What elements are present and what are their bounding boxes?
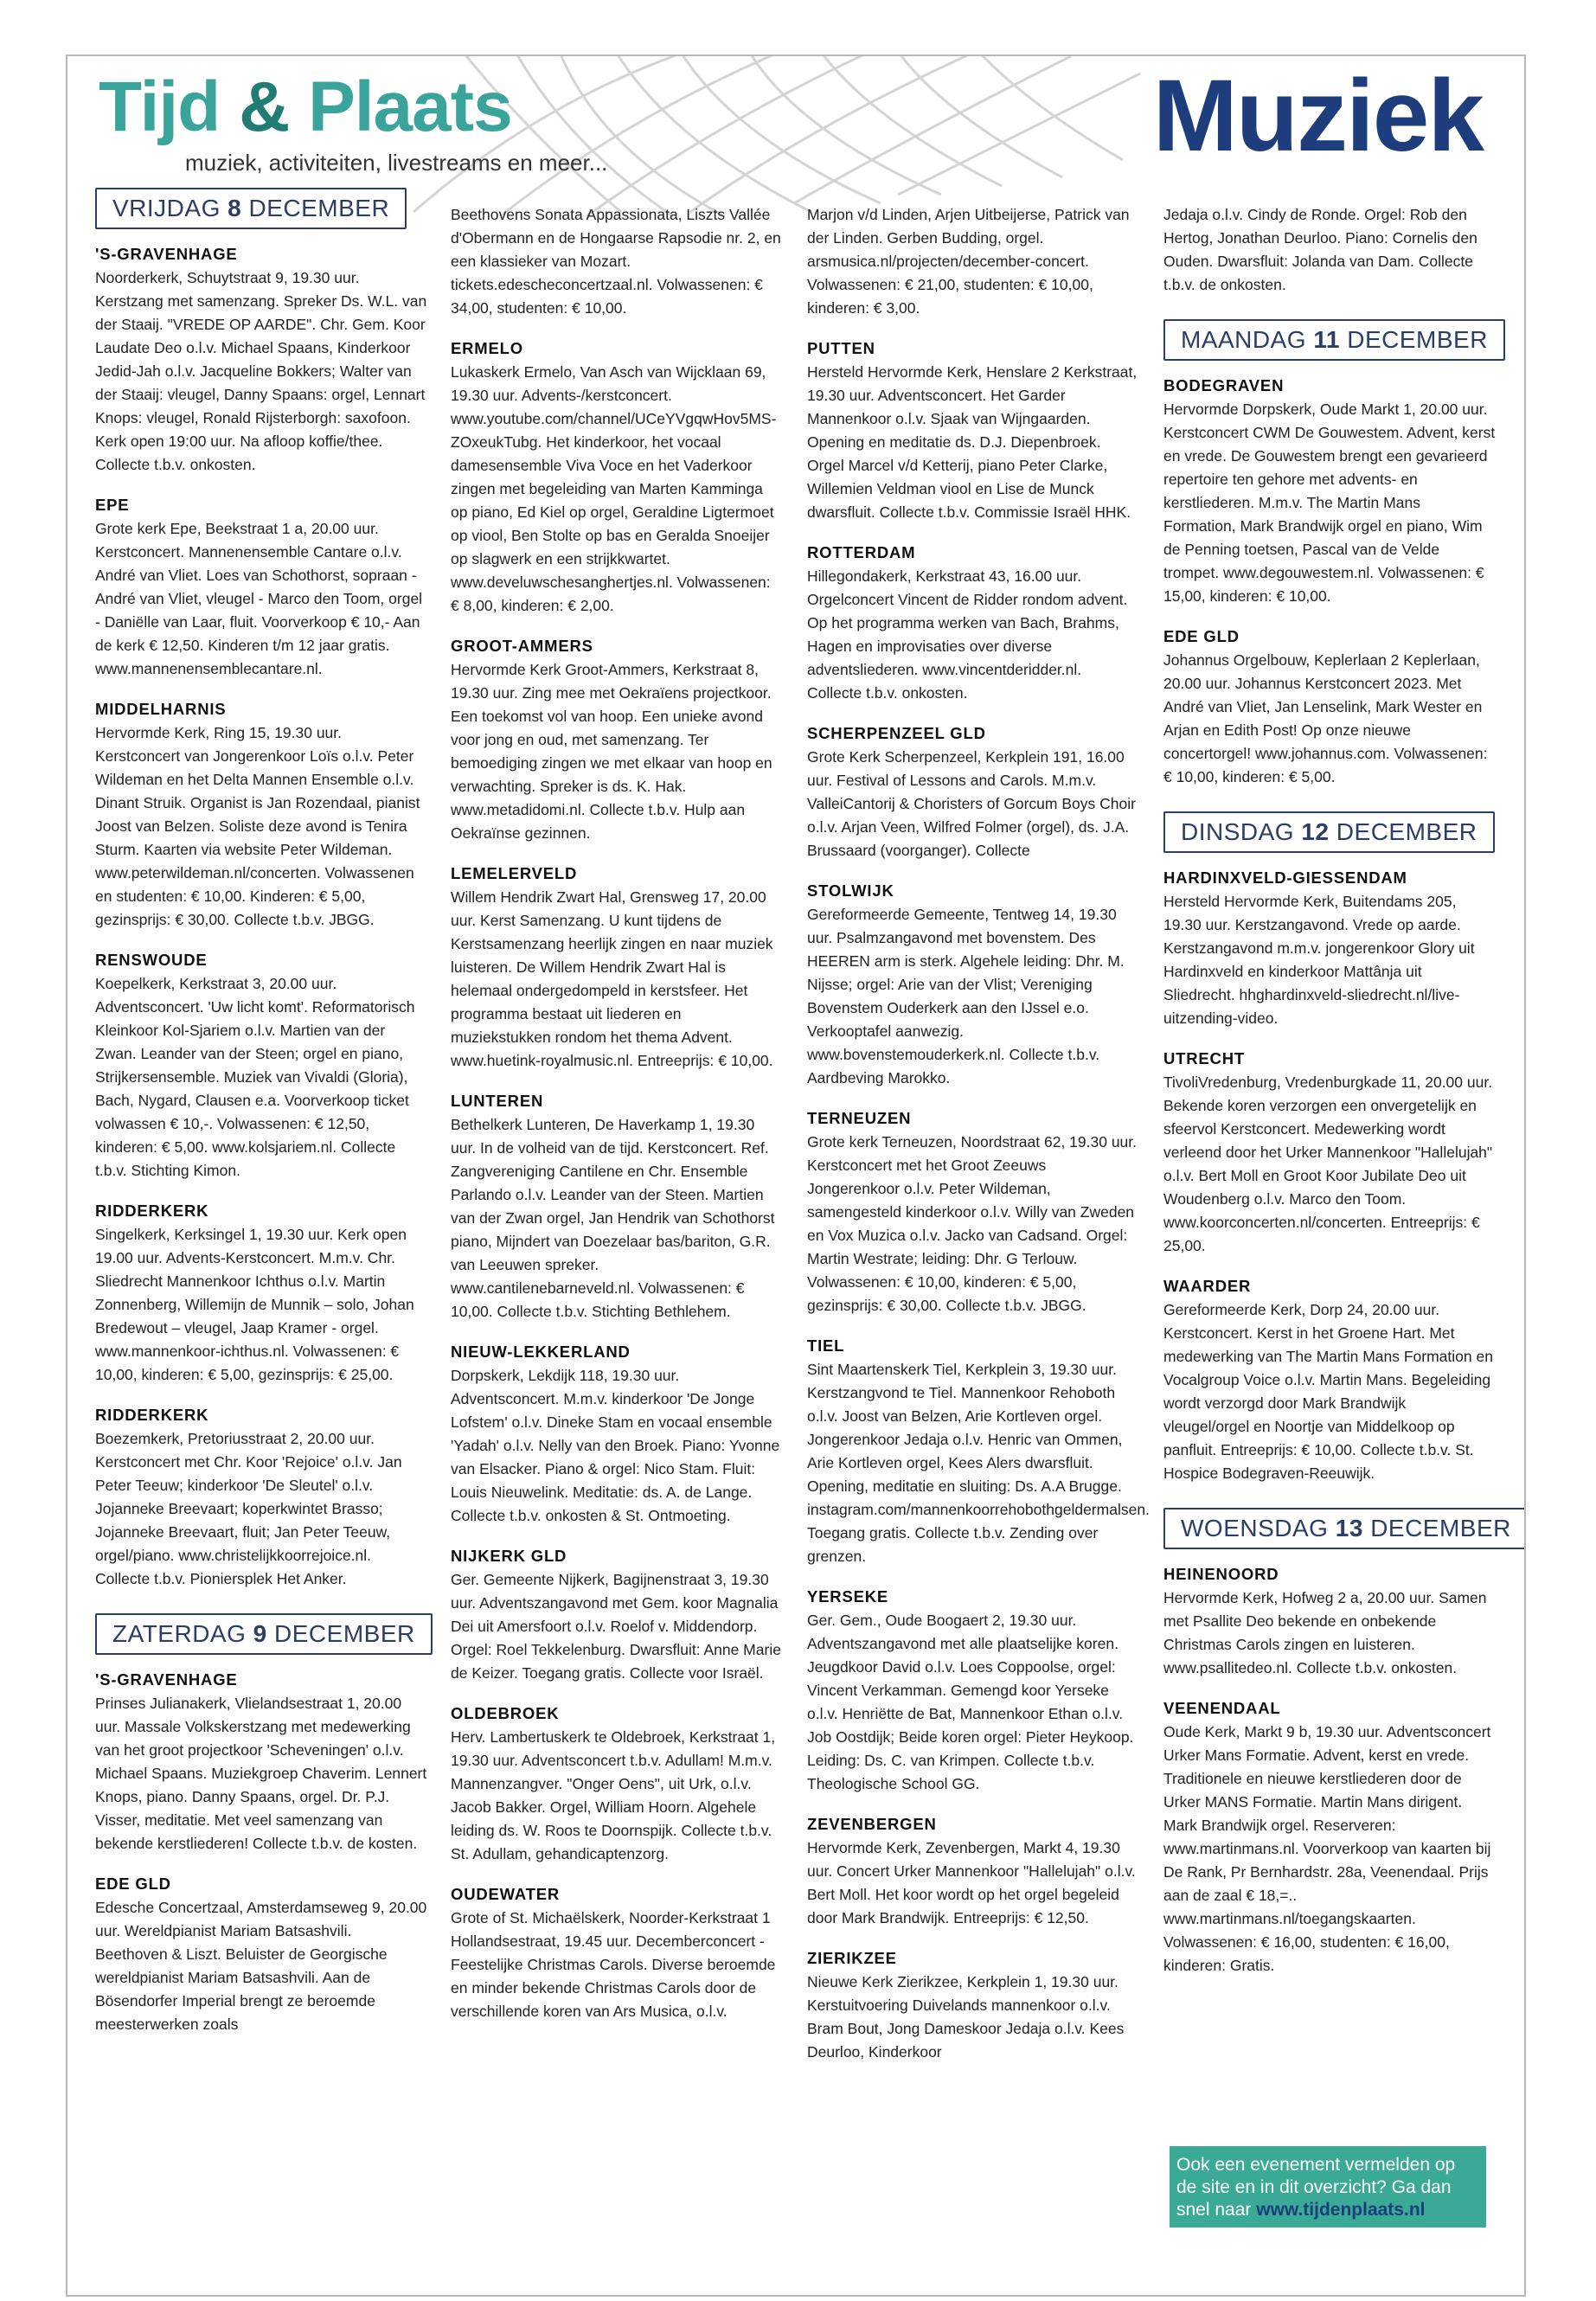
event-city: BODEGRAVEN: [1163, 376, 1285, 394]
column-4: [1163, 203, 1511, 1997]
event-description: Lukaskerk Ermelo, Van Asch van Wijcklaan 69, 19.30 uur. Advents-/kerstconcert. www.youtube.com/channel/UCeYVgqwHov5MS-ZOxeukTubg. Het kinderkoor, het vocaal damesensemble Viva Voce en het Vaderkoor zingen met begeleiding van Marten Kamminga op piano, Ed Kiel op orgel, Geraldine Ligtermoet op viool, Ben Stolte op bas en Geralda Snoeijer op slagwerk en een strijkkwartet. www.develuwschesanghertjes.nl. Volwassenen: € 8,00, kinderen: € 2,00.: [451, 363, 777, 614]
event-city: VEENENDAAL: [1163, 1699, 1281, 1717]
event-listing: [451, 1885, 783, 2023]
event-city: MIDDELHARNIS: [95, 700, 227, 718]
event-listing: [95, 1202, 427, 1387]
event-city: HEINENOORD: [1163, 1565, 1279, 1583]
event-city: 'S-GRAVENHAGE: [95, 1670, 238, 1689]
section-title: Muziek: [1152, 59, 1483, 173]
event-city: GROOT-AMMERS: [451, 637, 593, 655]
event-city: TERNEUZEN: [807, 1109, 912, 1127]
callout-text: Ook een evenement vermelden op de site en in dit overzicht? Ga dan snel naar: [1176, 2155, 1456, 2220]
day-header-9-december: ZATERDAG 9 DECEMBER: [95, 1613, 433, 1655]
event-description: Nieuwe Kerk Zierikzee, Kerkplein 1, 19.30 uur. Kerstuitvoering Duivelands mannenkoor o.l.v. Bram Bout, Jong Dameskoor Jedaja o.l.v. Kees Deurloo, Kinderkoor: [807, 1973, 1125, 2061]
event-city: WAARDER: [1163, 1277, 1252, 1295]
event-listing: [95, 496, 427, 681]
brand-logo[interactable]: [99, 67, 608, 176]
event-description: Jedaja o.l.v. Cindy de Ronde. Orgel: Rob den Hertog, Jonathan Deurloo. Piano: Cornelis den Ouden. Dwarsfluit: Jolanda van Dam. Collecte t.b.v. de onkosten.: [1163, 206, 1477, 293]
event-listing: [1163, 203, 1496, 297]
event-listing: [807, 1949, 1139, 2064]
event-description: Boezemkerk, Pretoriusstraat 2, 20.00 uur. Kerstconcert met Chr. Koor 'Rejoice' o.l.v. Jan Peter Teeuw; kinderkoor 'De Sleutel' o.l.v. Jojanneke Breevaart; koperkwintet Brasso; Jojanneke Breevaart, fluit; Jan Peter Teeuw, orgel/piano. www.christelijkkoorrejoice.nl. Collecte t.b.v. Pioniersplek Het Anker.: [95, 1430, 402, 1587]
event-city: NIEUW-LEKKERLAND: [451, 1343, 631, 1361]
event-city: PUTTEN: [807, 339, 875, 357]
event-city: LUNTEREN: [451, 1092, 544, 1110]
event-city: LEMELERVELD: [451, 864, 578, 882]
event-city: HARDINXVELD-GIESSENDAM: [1163, 868, 1407, 887]
column-2: [451, 203, 783, 2042]
column-1: [95, 184, 427, 2055]
event-listing: [807, 1587, 1139, 1796]
tijdenplaats-link[interactable]: www.tijdenplaats.nl: [1256, 2200, 1426, 2220]
event-listing: [95, 1875, 427, 2036]
event-description: TivoliVredenburg, Vredenburgkade 11, 20.00 uur. Bekende koren verzorgen een onvergetelijk en sfeervol Kerstconcert. Medewerking wordt verleend door het Urker Mannenkoor "Hallelujah" o.l.v. Bert Moll en Groot Koor Jubilate Deo uit Woudenberg o.l.v. Marco den Toom. www.koorconcerten.nl/concerten. Entreeprijs: € 25,00.: [1163, 1074, 1493, 1254]
event-description: Noorderkerk, Schuytstraat 9, 19.30 uur. Kerstzang met samenzang. Spreker Ds. W.L. van der Staaij. "VREDE OP AARDE". Chr. Gem. Koor Laudate Deo o.l.v. Michael Spaans, Kinderkoor Jedid-Jah o.l.v. Jacqueline Bokkers; Walter van der Staaij: vleugel, Danny Spaans: orgel, Lennart Knops: vleugel, Ronald Rijsterborgh: saxofoon. Kerk open 19:00 uur. Na afloop koffie/thee. Collecte t.b.v. onkosten.: [95, 269, 427, 473]
event-listing: [807, 339, 1139, 524]
event-city: YERSEKE: [807, 1587, 889, 1606]
event-listing: [1163, 627, 1496, 789]
day-header-13-december: WOENSDAG 13 DECEMBER: [1163, 1508, 1526, 1549]
event-listing: [451, 1092, 783, 1324]
event-city: OUDEWATER: [451, 1885, 561, 1903]
event-listing: [1163, 1049, 1496, 1258]
event-city: STOLWIJK: [807, 881, 894, 900]
event-listing: [1163, 1565, 1496, 1680]
event-city: OLDEBROEK: [451, 1704, 560, 1722]
event-description: Beethovens Sonata Appassionata, Liszts Vallée d'Obermann en de Hongaarse Rapsodie nr. 2, en een klassieker van Mozart. tickets.edescheconcertzaal.nl. Volwassenen: € 34,00, studenten: € 10,00.: [451, 206, 781, 317]
event-listing: [1163, 1699, 1496, 1977]
event-description: Hervormde Kerk, Hofweg 2 a, 20.00 uur. Samen met Psallite Deo bekende en onbekende Christmas Carols zingen en luisteren. www.psallitedeo.nl. Collecte t.b.v. onkosten.: [1163, 1589, 1487, 1676]
event-city: UTRECHT: [1163, 1049, 1245, 1067]
event-description: Hervormde Kerk Groot-Ammers, Kerkstraat 8, 19.30 uur. Zing mee met Oekraïens projectkoor. Een toekomst vol van hoop. Een unieke avond voor jong en oud, met samenzang. Ter bemoediging zingen we met elkaar van hoop en verwachting. Spreker is ds. K. Hak. www.metadidomi.nl. Collecte t.b.v. Hulp aan Oekraïnse gezinnen.: [451, 661, 772, 842]
event-description: Marjon v/d Linden, Arjen Uitbeijerse, Patrick van der Linden. Gerben Budding, orgel. arsmusica.nl/projecten/december-concert. Volwassenen: € 21,00, studenten: € 10,00, kinderen: € 3,00.: [807, 206, 1130, 317]
event-city: NIJKERK GLD: [451, 1547, 567, 1565]
logo-wordmark: Tijd & Plaats: [99, 67, 512, 146]
event-description: Prinses Julianakerk, Vlielandsestraat 1, 20.00 uur. Massale Volkskerstzang met medewerking van het groot projectkoor 'Scheveningen' o.l.v. Michael Spaans. Muziekgroep Chaverim. Lennert Knops, piano. Danny Spaans, orgel. Dr. P.J. Visser, meditatie. Met veel samenzang van bekende kerstliederen! Collecte t.b.v. de kosten.: [95, 1695, 427, 1852]
event-description: Grote kerk Epe, Beekstraat 1 a, 20.00 uur. Kerstconcert. Mannenensemble Cantare o.l.v. André van Vliet. Loes van Schothorst, sopraan - André van Vliet, vleugel - Marco den Toom, orgel - Daniëlle van Laar, fluit. Voorverkoop € 10,- Aan de kerk € 12,50. Kinderen t/m 12 jaar gratis. www.mannenensemblecantare.nl.: [95, 520, 423, 677]
event-description: Herv. Lambertuskerk te Oldebroek, Kerkstraat 1, 19.30 uur. Adventsconcert t.b.v. Adullam! M.m.v. Mannenzangver. "Onger Oens", uit Urk, o.l.v. Jacob Bakker. Orgel, William Hoorn. Algehele leiding ds. W. Roos te Doornspijk. Collecte t.b.v. St. Adullam, gehandicaptenzorg.: [451, 1728, 776, 1862]
event-listing: [807, 881, 1139, 1090]
event-city: TIEL: [807, 1336, 845, 1355]
event-listing: [451, 1547, 783, 1685]
event-description: Willem Hendrik Zwart Hal, Grensweg 17, 20.00 uur. Kerst Samenzang. U kunt tijdens de Kerstsamenzang heerlijk zingen en naar muziek luisteren. De Willem Hendrik Zwart Hal is helemaal ondergedompeld in kerstsfeer. Het programma bestaat uit liederen en muziekstukken rondom het thema Advent. www.huetink-royalmusic.nl. Entreeprijs: € 10,00.: [451, 888, 773, 1069]
day-header-11-december: MAANDAG 11 DECEMBER: [1163, 319, 1505, 361]
event-listing: [95, 951, 427, 1183]
event-listing: [451, 203, 783, 320]
event-listing: [1163, 376, 1496, 608]
event-description: Grote kerk Terneuzen, Noordstraat 62, 19.30 uur. Kerstconcert met het Groot Zeeuws Jongerenkoor o.l.v. Peter Wildeman, samengesteld kinderkoor o.l.v. Willy van Zweden en Vox Muzica o.l.v. Jacko van Cadsand. Orgel: Martin Westrate; leiding: Dhr. G Terlouw. Volwassenen: € 10,00, kinderen: € 5,00, gezinsprijs: € 30,00. Collecte t.b.v. JBGG.: [807, 1133, 1138, 1314]
event-listing: [807, 1109, 1139, 1317]
event-listing: [95, 245, 427, 477]
event-description: Bethelkerk Lunteren, De Haverkamp 1, 19.30 uur. In de volheid van de tijd. Kerstconcert. Ref. Zangvereniging Cantilene en Chr. Ensemble Parlando o.l.v. Leander van der Steen. Martien van der Zwan orgel, Jan Hendrik van Schothorst piano, Mijndert van Doezelaar bas/bariton, G.R. van Leeuwen spreker. www.cantilenebarneveld.nl. Volwassenen: € 10,00. Collecte t.b.v. Stichting Bethlehem.: [451, 1116, 775, 1320]
event-description: Koepelkerk, Kerkstraat 3, 20.00 uur. Adventsconcert. 'Uw licht komt'. Reformatorisch Kleinkoor Kol-Sjariem o.l.v. Martien van der Zwan. Leander van der Steen; orgel en piano, Strijkersensemble. Muziek van Vivaldi (Gloria), Bach, Nygard, Clausen e.a. Voorverkoop ticket volwassen € 10,-. Volwassenen: € 12,50, kinderen: € 5,00. www.kolsjariem.nl. Collecte t.b.v. Stichting Kimon.: [95, 975, 415, 1179]
event-description: Singelkerk, Kerksingel 1, 19.30 uur. Kerk open 19.00 uur. Advents-Kerstconcert. M.m.v. Chr. Sliedrecht Mannenkoor Ichthus o.l.v. Martin Zonnenberg, Willemijn de Munnik – solo, Johan Bredewout – vleugel, Jaap Kramer - orgel. www.mannenkoor-ichthus.nl. Volwassenen: € 10,00, kinderen: € 5,00, gezinsprijs: € 25,00.: [95, 1226, 414, 1383]
event-description: Hersteld Hervormde Kerk, Henslare 2 Kerkstraat, 19.30 uur. Adventsconcert. Het Garder Mannenkoor o.l.v. Sjaak van Wijngaarden. Opening en meditatie ds. D.J. Diepenbroek. Orgel Marcel v/d Ketterij, piano Peter Clarke, Willemien Veldman viool en Lise de Munck dwarsfluit. Collecte t.b.v. Commissie Israël HHK.: [807, 363, 1138, 521]
event-city: ROTTERDAM: [807, 543, 916, 561]
event-description: Edesche Concertzaal, Amsterdamseweg 9, 20.00 uur. Wereldpianist Mariam Batsashvili. Beethoven & Liszt. Beluister de Georgische wereldpianist Mariam Batsashvili. Aan de Bösendorfer Imperial brengt ze beroemde meesterwerken zoals: [95, 1899, 427, 2033]
event-city: SCHERPENZEEL GLD: [807, 724, 986, 742]
event-description: Johannus Orgelbouw, Keplerlaan 2 Keplerlaan, 20.00 uur. Johannus Kerstconcert 2023. Met André van Vliet, Jan Lenselink, Mark Wester en Arjan en Edith Post! Op onze nieuwe concertorgel! www.johannus.com. Volwassenen: € 10,00, kinderen: € 5,00.: [1163, 651, 1488, 785]
event-description: Hervormde Kerk, Zevenbergen, Markt 4, 19.30 uur. Concert Urker Mannenkoor "Hallelujah" o.l.v. Bert Moll. Het koor wordt op het orgel begeleid door Mark Brandwijk. Entreeprijs: € 12,50.: [807, 1839, 1136, 1926]
event-description: Hervormde Kerk, Ring 15, 19.30 uur. Kerstconcert van Jongerenkoor Loïs o.l.v. Peter Wildeman en het Delta Mannen Ensemble o.l.v. Dinant Struik. Organist is Jan Rozendaal, pianist Joost van Belzen. Soliste deze avond is Tenira Sturm. Kaarten via website Peter Wildeman. www.peterwildeman.nl/concerten. Volwassenen en studenten: € 10,00. Kinderen: € 5,00, gezinsprijs: € 30,00. Collecte t.b.v. JBGG.: [95, 724, 420, 928]
event-listing: [807, 724, 1139, 862]
event-listing: [451, 339, 783, 618]
event-description: Hillegondakerk, Kerkstraat 43, 16.00 uur. Orgelconcert Vincent de Ridder rondom advent. Op het programma werken van Bach, Brahms, Hagen en improvisaties over diverse adventsliederen. www.vincentderidder.nl. Collecte t.b.v. onkosten.: [807, 567, 1128, 702]
event-description: Oude Kerk, Markt 9 b, 19.30 uur. Adventsconcert Urker Mans Formatie. Advent, kerst en vrede. Traditionele en nieuwe kerstliederen door de Urker MANS Formatie. Martin Mans dirigent. Mark Brandwijk orgel. Reserveren: www.martinmans.nl. Voorverkoop van kaarten bij De Rank, Pr Bernhardstr. 28a, Veenendaal. Prijs aan de zaal € 18,=.. www.martinmans.nl/toegangskaarten. Volwassenen: € 16,00, studenten: € 16,00, kinderen: Gratis.: [1163, 1723, 1491, 1974]
event-city: EPE: [95, 496, 130, 514]
event-city: RIDDERKERK: [95, 1202, 209, 1220]
event-city: RIDDERKERK: [95, 1406, 209, 1424]
event-description: Grote of St. Michaëlskerk, Noorder-Kerkstraat 1 Hollandsestraat, 19.45 uur. Decemberconcert - Feestelijke Christmas Carols. Diverse beroemde en minder bekende Christmas Carols door de verschillende koren van Ars Musica, o.l.v.: [451, 1909, 776, 2020]
event-description: Sint Maartenskerk Tiel, Kerkplein 3, 19.30 uur. Kerstzangvond te Tiel. Mannenkoor Rehoboth o.l.v. Joost van Belzen, Arie Kortleven orgel. Jongerenkoor Jedaja o.l.v. Henric van Ommen, Arie Kortleven orgel, Kees Alers dwarsfluit. Opening, meditatie en sluiting: Ds. A.A Brugge. instagram.com/mannenkoorrehobothgeldermalsen. Toegang gratis. Collecte t.b.v. Zending over grenzen.: [807, 1361, 1150, 1565]
event-city: ZIERIKZEE: [807, 1949, 897, 1967]
event-description: Gereformeerde Gemeente, Tentweg 14, 19.30 uur. Psalmzangavond met bovenstem. Des HEEREN arm is sterk. Algehele leiding: Dhr. M. Nijsse; orgel: Arie van der Vlist; Vereniging Bovenstem Ouderkerk aan den IJssel e.o. Verkooptafel aanwezig. www.bovenstemouderkerk.nl. Collecte t.b.v. Aardbeving Marokko.: [807, 906, 1125, 1086]
event-city: ERMELO: [451, 339, 523, 357]
event-description: Hersteld Hervormde Kerk, Buitendams 205, 19.30 uur. Kerstzangavond. Vrede op aarde. Kerstzangavond m.m.v. jongerenkoor Glory uit Hardinxveld en kinderkoor Mattânja uit Sliedrecht. hhghardinxveld-sliedrecht.nl/live-uitzending-video.: [1163, 893, 1475, 1027]
page-frame: [66, 54, 1526, 2297]
event-listing: [95, 1670, 427, 1856]
event-description: Dorpskerk, Lekdijk 118, 19.30 uur. Adventsconcert. M.m.v. kinderkoor 'De Jonge Lofstem' o.l.v. Dineke Stam en vocaal ensemble 'Yadah' o.l.v. Nelly van den Broek. Piano: Yvonne van Elsacker. Piano & orgel: Nico Stam. Fluit: Louis Nieuwelink. Meditatie: ds. A. de Lange. Collecte t.b.v. onkosten & St. Ontmoeting.: [451, 1367, 780, 1524]
event-city: 'S-GRAVENHAGE: [95, 245, 238, 263]
event-listing: [451, 1343, 783, 1528]
event-description: Grote Kerk Scherpenzeel, Kerkplein 191, 16.00 uur. Festival of Lessons and Carols. M.m.v. ValleiCantorij & Choristers of Gorcum Boys Choir o.l.v. Arjan Veen, Wilfred Folmer (orgel), ds. J.A. Brussaard (voorganger). Collecte: [807, 748, 1136, 859]
event-listing: [95, 1406, 427, 1591]
event-city: ZEVENBERGEN: [807, 1815, 937, 1833]
event-city: RENSWOUDE: [95, 951, 208, 969]
day-header-8-december: VRIJDAG 8 DECEMBER: [95, 188, 407, 229]
event-city: EDE GLD: [95, 1875, 171, 1893]
event-listing: [1163, 868, 1496, 1030]
day-header-12-december: DINSDAG 12 DECEMBER: [1163, 811, 1495, 853]
event-listing: [807, 203, 1139, 320]
event-listing: [451, 637, 783, 845]
event-listing: [95, 700, 427, 932]
event-description: Hervormde Dorpskerk, Oude Markt 1, 20.00 uur. Kerstconcert CWM De Gouwestem. Advent, kerst en vrede. De Gouwestem brengt een gevarieerd repertoire ten gehore met advents- en kerstliederen. M.m.v. The Martin Mans Formation, Mark Brandwijk orgel en piano, Wim de Penning toetsen, Pascal van de Velde trompet. www.degouwestem.nl. Volwassenen: € 15,00, kinderen: € 10,00.: [1163, 401, 1496, 605]
event-listing: [807, 1336, 1150, 1568]
event-listing: [451, 864, 783, 1073]
event-description: Ger. Gem., Oude Boogaert 2, 19.30 uur. Adventszangavond met alle plaatselijke koren. Jeugdkoor David o.l.v. Loes Coppoolse, orgel: Vincent Verkamman. Gemengd koor Yerseke o.l.v. Henriëtte de Bat, Mannenkoor Ethan o.l.v. Job Oostdijk; Beide koren orgel: Pieter Heykoop. Leiding: Ds. C. van Krimpen. Collecte t.b.v. Theologische School GG.: [807, 1612, 1134, 1792]
event-listing: [807, 543, 1139, 705]
event-listing: [807, 1815, 1139, 1930]
logo-tagline: muziek, activiteiten, livestreams en meer...: [185, 150, 608, 176]
event-listing: [1163, 1277, 1496, 1485]
submit-event-callout: [1170, 2146, 1486, 2227]
event-description: Ger. Gemeente Nijkerk, Bagijnenstraat 3, 19.30 uur. Adventszangavond met Gem. koor Magnalia Dei uit Amersfoort o.l.v. Roelof v. Middendorp. Orgel: Roel Tekkelenburg. Dwarsfluit: Anne Marie de Keizer. Toegang gratis. Collecte voor Israël.: [451, 1571, 781, 1682]
event-city: EDE GLD: [1163, 627, 1240, 645]
column-3: [807, 203, 1150, 2083]
event-listing: [451, 1704, 783, 1866]
event-description: Gereformeerde Kerk, Dorp 24, 20.00 uur. Kerstconcert. Kerst in het Groene Hart. Met medewerking van The Martin Mans Formation en Vocalgroup Voice o.l.v. Martin Mans. Begeleiding wordt verzorgd door Mark Brandwijk vleugel/orgel en Noortje van Middelkoop op panfluit. Entreeprijs: € 10,00. Collecte t.b.v. St. Hospice Bodegraven-Reeuwijk.: [1163, 1301, 1493, 1482]
